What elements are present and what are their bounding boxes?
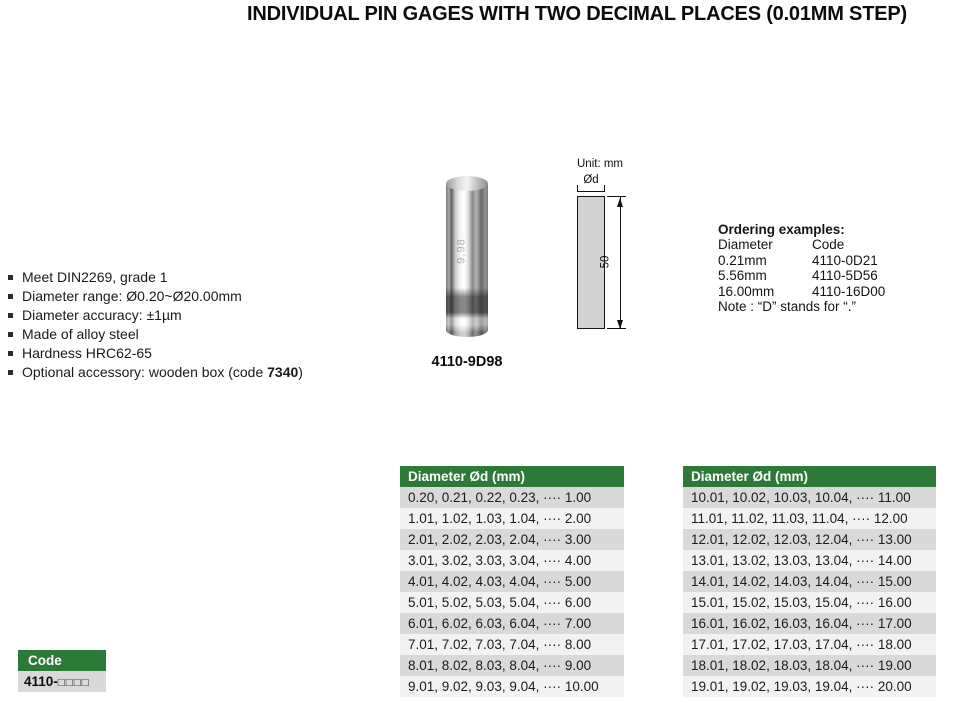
feature-text: Diameter accuracy: ±1µm (22, 307, 182, 323)
table-row: 0.20, 0.21, 0.22, 0.23, ···· 1.00 (400, 487, 624, 508)
feature-text: Hardness HRC62-65 (22, 345, 152, 361)
ordering-code: 4110-16D00 (812, 283, 886, 299)
diameter-table-2 (683, 466, 936, 697)
table-row: 18.01, 18.02, 18.03, 18.04, ···· 19.00 (683, 655, 936, 676)
table-row: 4.01, 4.02, 4.03, 4.04, ···· 5.00 (400, 571, 624, 592)
diameter-dim-label: Ød (583, 174, 599, 186)
ordering-row (718, 284, 885, 299)
bullet-square-icon (8, 313, 13, 318)
height-dim-line (620, 197, 621, 328)
table-row: 6.01, 6.02, 6.03, 6.04, ···· 7.00 (400, 613, 624, 634)
table-row: 11.01, 11.02, 11.03, 11.04, ···· 12.00 (683, 508, 936, 529)
height-dim-value: 50 (599, 255, 612, 269)
table-header: Diameter Ød (mm) (683, 466, 936, 487)
table-header: Diameter Ød (mm) (400, 466, 624, 487)
ordering-row (718, 268, 885, 283)
bullet-square-icon (8, 351, 13, 356)
feature-text: Made of alloy steel (22, 326, 139, 342)
diameter-table-1 (400, 466, 624, 697)
ordering-diameter: 0.21mm (718, 252, 767, 268)
feature-item (8, 306, 303, 325)
table-row: 15.01, 15.02, 15.03, 15.04, ···· 16.00 (683, 592, 936, 613)
extension-line-top (607, 196, 626, 197)
table-row: 9.01, 9.02, 9.03, 9.04, ···· 10.00 (400, 676, 624, 697)
table-row: 5.01, 5.02, 5.03, 5.04, ···· 6.00 (400, 592, 624, 613)
ordering-note: Note : “D” stands for “.” (718, 299, 857, 315)
bullet-square-icon (8, 275, 13, 280)
arrow-down-icon (617, 320, 623, 329)
cylinder-body (446, 183, 488, 337)
table-row: 10.01, 10.02, 10.03, 10.04, ···· 11.00 (683, 487, 936, 508)
arrow-up-icon (617, 198, 623, 207)
code-box-header: Code (18, 650, 106, 671)
table-row: 1.01, 1.02, 1.03, 1.04, ···· 2.00 (400, 508, 624, 529)
code-prefix: 4110- (24, 674, 58, 689)
cylinder-top-face (446, 176, 488, 191)
table-row: 3.01, 3.02, 3.03, 3.04, ···· 4.00 (400, 550, 624, 571)
table-row: 16.01, 16.02, 16.03, 16.04, ···· 17.00 (683, 613, 936, 634)
dim-tick-right (604, 185, 605, 192)
feature-item (8, 287, 303, 306)
ordering-diameter: 5.56mm (718, 268, 767, 284)
feature-text: Optional accessory: wooden box (code (22, 364, 268, 380)
feature-item (8, 325, 303, 344)
page-title: INDIVIDUAL PIN GAGES WITH TWO DECIMAL PLACES (0.01MM STEP) (247, 3, 907, 25)
dim-tick-left (577, 185, 578, 192)
ordering-code: 4110-5D56 (812, 268, 878, 284)
ordering-col-code: Code (812, 237, 845, 253)
feature-item (8, 363, 303, 382)
ordering-col-diameter: Diameter (718, 237, 773, 253)
table-row: 12.01, 12.02, 12.03, 12.04, ···· 13.00 (683, 529, 936, 550)
table-row: 14.01, 14.02, 14.03, 14.04, ···· 15.00 (683, 571, 936, 592)
table-row: 17.01, 17.02, 17.03, 17.04, ···· 18.00 (683, 634, 936, 655)
product-code-label: 4110-9D98 (431, 354, 503, 370)
table-row: 19.01, 19.02, 19.03, 19.04, ···· 20.00 (683, 676, 936, 697)
ordering-code: 4110-0D21 (812, 252, 878, 268)
feature-text: Diameter range: Ø0.20~Ø20.00mm (22, 288, 242, 304)
feature-list (8, 268, 303, 382)
code-box-value (18, 671, 106, 692)
ordering-examples (718, 222, 885, 314)
pin-gage-photo (446, 176, 488, 337)
ordering-header-row (718, 237, 885, 252)
ordering-row (718, 253, 885, 268)
feature-item (8, 268, 303, 287)
bullet-square-icon (8, 294, 13, 299)
unit-label: Unit: mm (577, 158, 623, 170)
diameter-dim-line (577, 191, 605, 192)
table-row: 7.01, 7.02, 7.03, 7.04, ···· 8.00 (400, 634, 624, 655)
table-row: 8.01, 8.02, 8.03, 8.04, ···· 9.00 (400, 655, 624, 676)
feature-text-bold: 7340 (267, 364, 299, 380)
table-row: 2.01, 2.02, 2.03, 2.04, ···· 3.00 (400, 529, 624, 550)
ordering-title: Ordering examples: (718, 222, 845, 237)
bullet-square-icon (8, 332, 13, 337)
cylinder-marking: 9.98 (455, 238, 468, 264)
bullet-square-icon (8, 370, 13, 375)
feature-item (8, 344, 303, 363)
code-placeholder-boxes: □□□□ (57, 677, 90, 689)
feature-text: Meet DIN2269, grade 1 (22, 269, 168, 285)
table-row: 13.01, 13.02, 13.03, 13.04, ···· 14.00 (683, 550, 936, 571)
ordering-diameter: 16.00mm (718, 283, 775, 299)
feature-text: ) (298, 364, 303, 380)
